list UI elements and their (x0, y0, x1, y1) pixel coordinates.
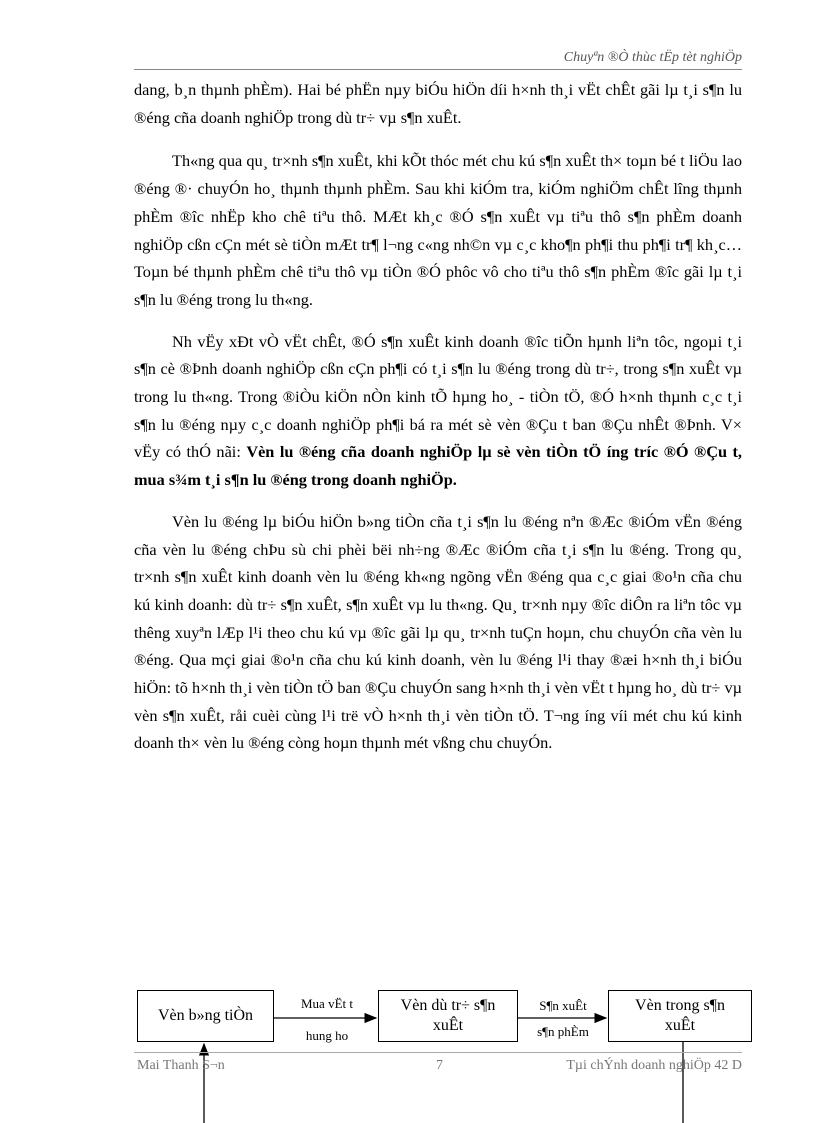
box-production-capital-line2: xuÊt (664, 1017, 696, 1034)
box-cash-capital-label: Vèn b»ng tiÒn (157, 1007, 254, 1024)
footer-page-number: 7 (436, 1058, 443, 1073)
paragraph-3-text: Nh vËy xÐt vÒ vËt chÊt, ®Ó s¶n xuÊt kinh doanh ®îc tiÕn hµnh liªn tôc, ngoµi t¸i s¶n cè ®Þnh doanh nghiÖp cßn cÇn ph¶i có t¸i s¶n lu ®éng trong dù tr÷, trong s¶n xuÊt vµ trong lu th«ng. Trong ®iÒu kiÖn nÒn kinh tÕ hµng ho¸ - tiÒn tÖ, ®Ó h×nh thµnh c¸c t¸i s¶n lu ®éng nµy c¸c doanh nghiÖp ph¶i bá ra mét sè vèn ®Çu t ban ®Çu nhÊt ®Þnh. V× vËy có thÓ nãi: (134, 331, 742, 462)
box-reserve-capital-line2: xuÊt (432, 1017, 464, 1034)
paragraph-4: Vèn lu ®éng lµ biÓu hiÖn b»ng tiÒn cña t¸i s¶n lu ®éng nªn ®Æc ®iÓm vËn ®éng cña vèn lu ®éng chÞu sù chi phèi bëi nh÷ng ®Æc ®iÓm cña t¸i s¶n lu ®éng. Trong qu¸ tr×nh s¶n xuÊt kinh doanh vèn lu ®éng kh«ng ngõng vËn ®éng qua c¸c giai ®o¹n cña chu kú kinh doanh: dù tr÷ s¶n xuÊt, s¶n xuÊt vµ lu th«ng. Qu¸ tr×nh nµy ®îc diÔn ra liªn tôc vµ thêng xuyªn lÆp l¹i theo chu kú vµ ®îc gãi lµ qu¸ tr×nh tuÇn hoµn, chu chuyÓn cña vèn lu ®éng. Qua mçi giai ®o¹n cña chu kú kinh doanh, vèn lu ®éng l¹i thay ®æi h×nh th¸i biÓu hiÖn: tõ h×nh th¸i vèn tiÒn tÖ ban ®Çu chuyÓn sang h×nh th¸i vèn vËt t hµng ho¸ dù tr÷ vµ vèn s¶n xuÊt, råi cuèi cùng l¹i trë vÒ h×nh th¸i vèn tiÒn tÖ. T¬ng íng víi mét chu kú kinh doanh th× vèn lu ®éng còng hoµn thµnh mét vßng chu chuyÓn. (134, 511, 742, 753)
footer-rule (134, 1052, 742, 1053)
footer-class: Tµi chÝnh doanh nghiÖp 42 D (566, 1058, 742, 1073)
arrow2-label-top: S¶n xuÊt (539, 998, 587, 1013)
header-rule (134, 69, 742, 70)
paragraph-3 (134, 328, 742, 494)
arrow1-label-top: Mua vËt t (301, 996, 353, 1011)
arrow1-label-bottom: hung ho (305, 1028, 349, 1043)
box-cash-capital (137, 990, 274, 1042)
arrow2-label-bottom: s¶n phÈm (537, 1024, 589, 1039)
box-production-capital-line1: Vèn trong s¶n (635, 997, 725, 1014)
box-production-capital (608, 990, 752, 1042)
footer-author: Mai Thanh S¬n (137, 1058, 225, 1073)
body-text (134, 76, 742, 771)
paragraph-1: dang, b¸n thµnh phÈm). Hai bé phËn nµy biÓu hiÖn díi h×nh th¸i vËt chÊt gãi lµ t¸i s¶n lu ®éng cña doanh nghiÖp trong dù tr÷ vµ s¶n xuÊt. (134, 80, 742, 127)
running-header: Chuyªn ®Ò thùc tËp tèt nghiÖp (563, 50, 742, 65)
paragraph-2: Th«ng qua qu¸ tr×nh s¶n xuÊt, khi kÕt thóc mét chu kú s¶n xuÊt th× toµn bé t liÖu lao ®éng ®· chuyÓn ho¸ thµnh thµnh phÈm. Sau khi kiÓm tra, kiÓm nghiÖm chÊt lîng thµnh phÈm ®îc nhËp kho chê tiªu thô. MÆt kh¸c ®Ó s¶n xuÊt vµ tiªu thô s¶n phÈm doanh nghiÖp cßn cÇn mét sè tiÒn mÆt tr¶ l¬ng c«ng nh©n vµ c¸c kho¶n ph¶i thu ph¶i tr¶ kh¸c…Toµn bé thµnh phÈm chê tiªu thô vµ tiÒn ®Ó phôc vô cho tiªu thô s¶n phÈm ®îc gãi lµ t¸i s¶n lu ®éng trong lu th«ng. (134, 151, 742, 309)
definition-bold: Vèn lu ®éng cña doanh nghiÖp lµ sè vèn tiÒn tÖ íng tríc ®Ó ®Çu t, mua s¾m t¸i s¶n lu ®éng trong doanh nghiÖp. (134, 442, 742, 490)
box-reserve-capital (378, 990, 518, 1042)
box-reserve-capital-line1: Vèn dù tr÷ s¶n (400, 997, 496, 1014)
